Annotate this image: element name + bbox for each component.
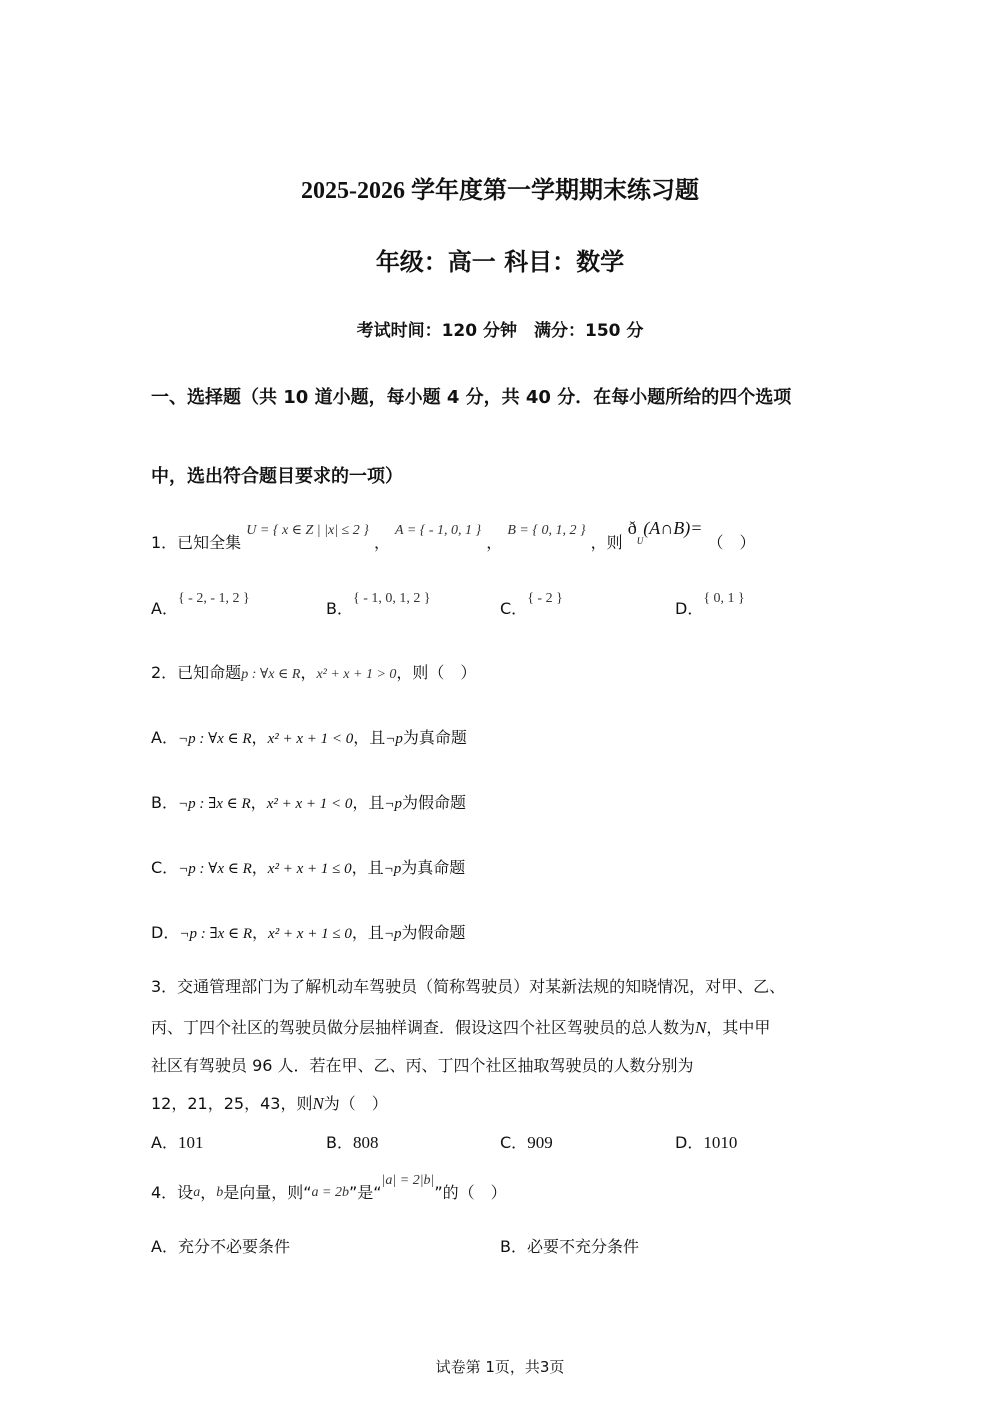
q2-prefix: 2．已知命题 — [151, 663, 242, 682]
q1-prefix: 1．已知全集 — [151, 533, 242, 552]
option-condition: x² + x + 1 < 0 — [266, 796, 353, 812]
q3-line4-tail: 为（ ） — [323, 1094, 388, 1113]
option-label: C． — [500, 599, 528, 618]
option-value: 808 — [352, 1133, 379, 1152]
option-label: D． — [675, 599, 704, 618]
exam-subtitle: 年级：高一 科目：数学 — [375, 248, 625, 276]
q4-option-a[interactable] — [151, 1234, 290, 1257]
q3-line1: 3．交通管理部门为了解机动车驾驶员（简称驾驶员）对某新法规的知晓情况，对甲、乙、 — [151, 977, 786, 996]
q3-line4-text: 12，21，25，43，则 — [151, 1094, 313, 1113]
q3-line4 — [151, 1091, 388, 1114]
option-comma: ， — [251, 858, 268, 877]
option-value: 充分不必要条件 — [177, 1237, 290, 1256]
option-tail2: 为假命题 — [402, 793, 467, 812]
option-tail1: ，且 — [353, 728, 386, 747]
q1-mid: ，则 — [590, 533, 623, 552]
q4-vector-b: b — [216, 1185, 224, 1200]
q4-vector-a: a — [193, 1185, 201, 1200]
option-np: ¬p — [383, 926, 402, 942]
option-label: B． — [500, 1237, 527, 1256]
option-value: { - 2 } — [527, 591, 563, 606]
q1-option-b[interactable] — [326, 584, 431, 618]
option-np: ¬p — [383, 861, 402, 877]
option-condition: x² + x + 1 ≤ 0 — [267, 861, 352, 877]
option-comma: ， — [250, 793, 267, 812]
option-value: 1010 — [703, 1133, 738, 1152]
q3-option-b[interactable] — [326, 1130, 378, 1153]
q3-line2-text: 丙、丁四个社区的驾驶员做分层抽样调查．假设这四个社区驾驶员的总人数为 — [151, 1018, 696, 1037]
option-label: D． — [675, 1133, 704, 1152]
option-label: C． — [500, 1133, 528, 1152]
exam-meta: 考试时间：120 分钟 满分：150 分 — [356, 321, 644, 341]
option-label: A． — [151, 1133, 178, 1152]
q2-option-b[interactable] — [151, 790, 466, 813]
q2-option-c[interactable] — [151, 855, 465, 878]
option-value: 909 — [527, 1133, 553, 1152]
q3-option-c[interactable] — [500, 1130, 553, 1153]
q2-option-a[interactable] — [151, 725, 467, 748]
option-tail2: 为真命题 — [401, 858, 466, 877]
option-label: A． — [151, 599, 178, 618]
q1-complement-symbol: ð — [627, 518, 637, 538]
question-1 — [151, 516, 756, 552]
option-np: ¬p — [384, 796, 403, 812]
q1-option-a[interactable] — [151, 584, 250, 618]
q3-option-a[interactable] — [151, 1130, 203, 1153]
option-label: B． — [326, 599, 353, 618]
question-4 — [151, 1166, 507, 1202]
q3-variable-N: N — [695, 1018, 707, 1037]
q1-sep1: ， — [373, 533, 390, 552]
q3-line2 — [151, 1015, 770, 1038]
q2-condition: x² + x + 1 > 0 — [316, 667, 397, 682]
q2-suffix: ，则（ ） — [396, 663, 477, 682]
q1-complement-sub: U — [636, 536, 644, 546]
q2-sep: ， — [300, 663, 317, 682]
q2-proposition: p : ∀x ∈ R — [241, 667, 301, 682]
option-condition: x² + x + 1 < 0 — [267, 731, 354, 747]
option-tail2: 为假命题 — [401, 923, 466, 942]
q1-set-U: U = { x ∈ Z | |x| ≤ 2 } — [246, 523, 369, 538]
q1-option-d[interactable] — [675, 584, 745, 618]
option-value: { - 1, 0, 1, 2 } — [352, 591, 431, 606]
q1-sep2: ， — [486, 533, 503, 552]
exam-title: 2025-2026 学年度第一学期期末练习题 — [301, 178, 699, 204]
option-negation: ¬p : ∃x ∈ R — [177, 796, 251, 812]
q1-set-A: A = { - 1, 0, 1 } — [395, 523, 482, 538]
option-value: 必要不充分条件 — [526, 1237, 639, 1256]
option-comma: ， — [252, 923, 269, 942]
q1-expression: (A∩B)= — [643, 518, 703, 538]
q4-sep: ， — [200, 1183, 217, 1202]
option-label: B． — [326, 1133, 353, 1152]
q4-mid2: ”是“ — [348, 1183, 382, 1202]
option-negation: ¬p : ∀x ∈ R — [178, 861, 252, 877]
option-label: D． — [151, 923, 180, 942]
section-heading-line1: 一、选择题（共 10 道小题，每小题 4 分，共 40 分．在每小题所给的四个选项 — [151, 387, 792, 408]
option-value: { 0, 1 } — [703, 591, 745, 606]
option-tail1: ，且 — [351, 923, 384, 942]
q3-option-d[interactable] — [675, 1130, 737, 1153]
option-value: { - 2, - 1, 2 } — [177, 591, 250, 606]
option-np: ¬p — [385, 731, 403, 747]
option-label: A． — [151, 1237, 178, 1256]
q3-line3: 社区有驾驶员 96 人．若在甲、乙、丙、丁四个社区抽取驾驶员的人数分别为 — [151, 1056, 694, 1075]
option-negation: ¬p : ∀x ∈ R — [177, 731, 252, 747]
option-tail1: ，且 — [351, 858, 384, 877]
option-negation: ¬p : ∃x ∈ R — [179, 926, 253, 942]
q3-line2-tail: ，其中甲 — [706, 1018, 771, 1037]
option-label: C． — [151, 858, 179, 877]
option-label: A． — [151, 728, 178, 747]
question-2 — [151, 660, 476, 683]
q4-condition-1: a = 2b — [311, 1185, 349, 1200]
q4-condition-2: |a| = 2|b| — [381, 1173, 435, 1188]
q1-paren: （ ） — [707, 533, 756, 552]
q1-option-c[interactable] — [500, 584, 563, 618]
q1-set-B: B = { 0, 1, 2 } — [507, 523, 586, 538]
page-footer: 试卷第 1页，共3页 — [435, 1358, 565, 1376]
q2-option-d[interactable] — [151, 920, 465, 943]
option-comma: ， — [251, 728, 268, 747]
q4-option-b[interactable] — [500, 1234, 639, 1257]
q4-suffix: ”的（ ） — [434, 1183, 507, 1202]
option-tail1: ，且 — [352, 793, 385, 812]
option-label: B． — [151, 793, 178, 812]
q4-mid: 是向量，则“ — [223, 1183, 312, 1202]
q3-variable-N: N — [312, 1094, 324, 1113]
option-tail2: 为真命题 — [402, 728, 467, 747]
q4-prefix: 4．设 — [151, 1183, 194, 1202]
option-value: 101 — [177, 1133, 204, 1152]
option-condition: x² + x + 1 ≤ 0 — [268, 926, 352, 942]
section-heading-line2: 中，选出符合题目要求的一项） — [151, 466, 403, 487]
